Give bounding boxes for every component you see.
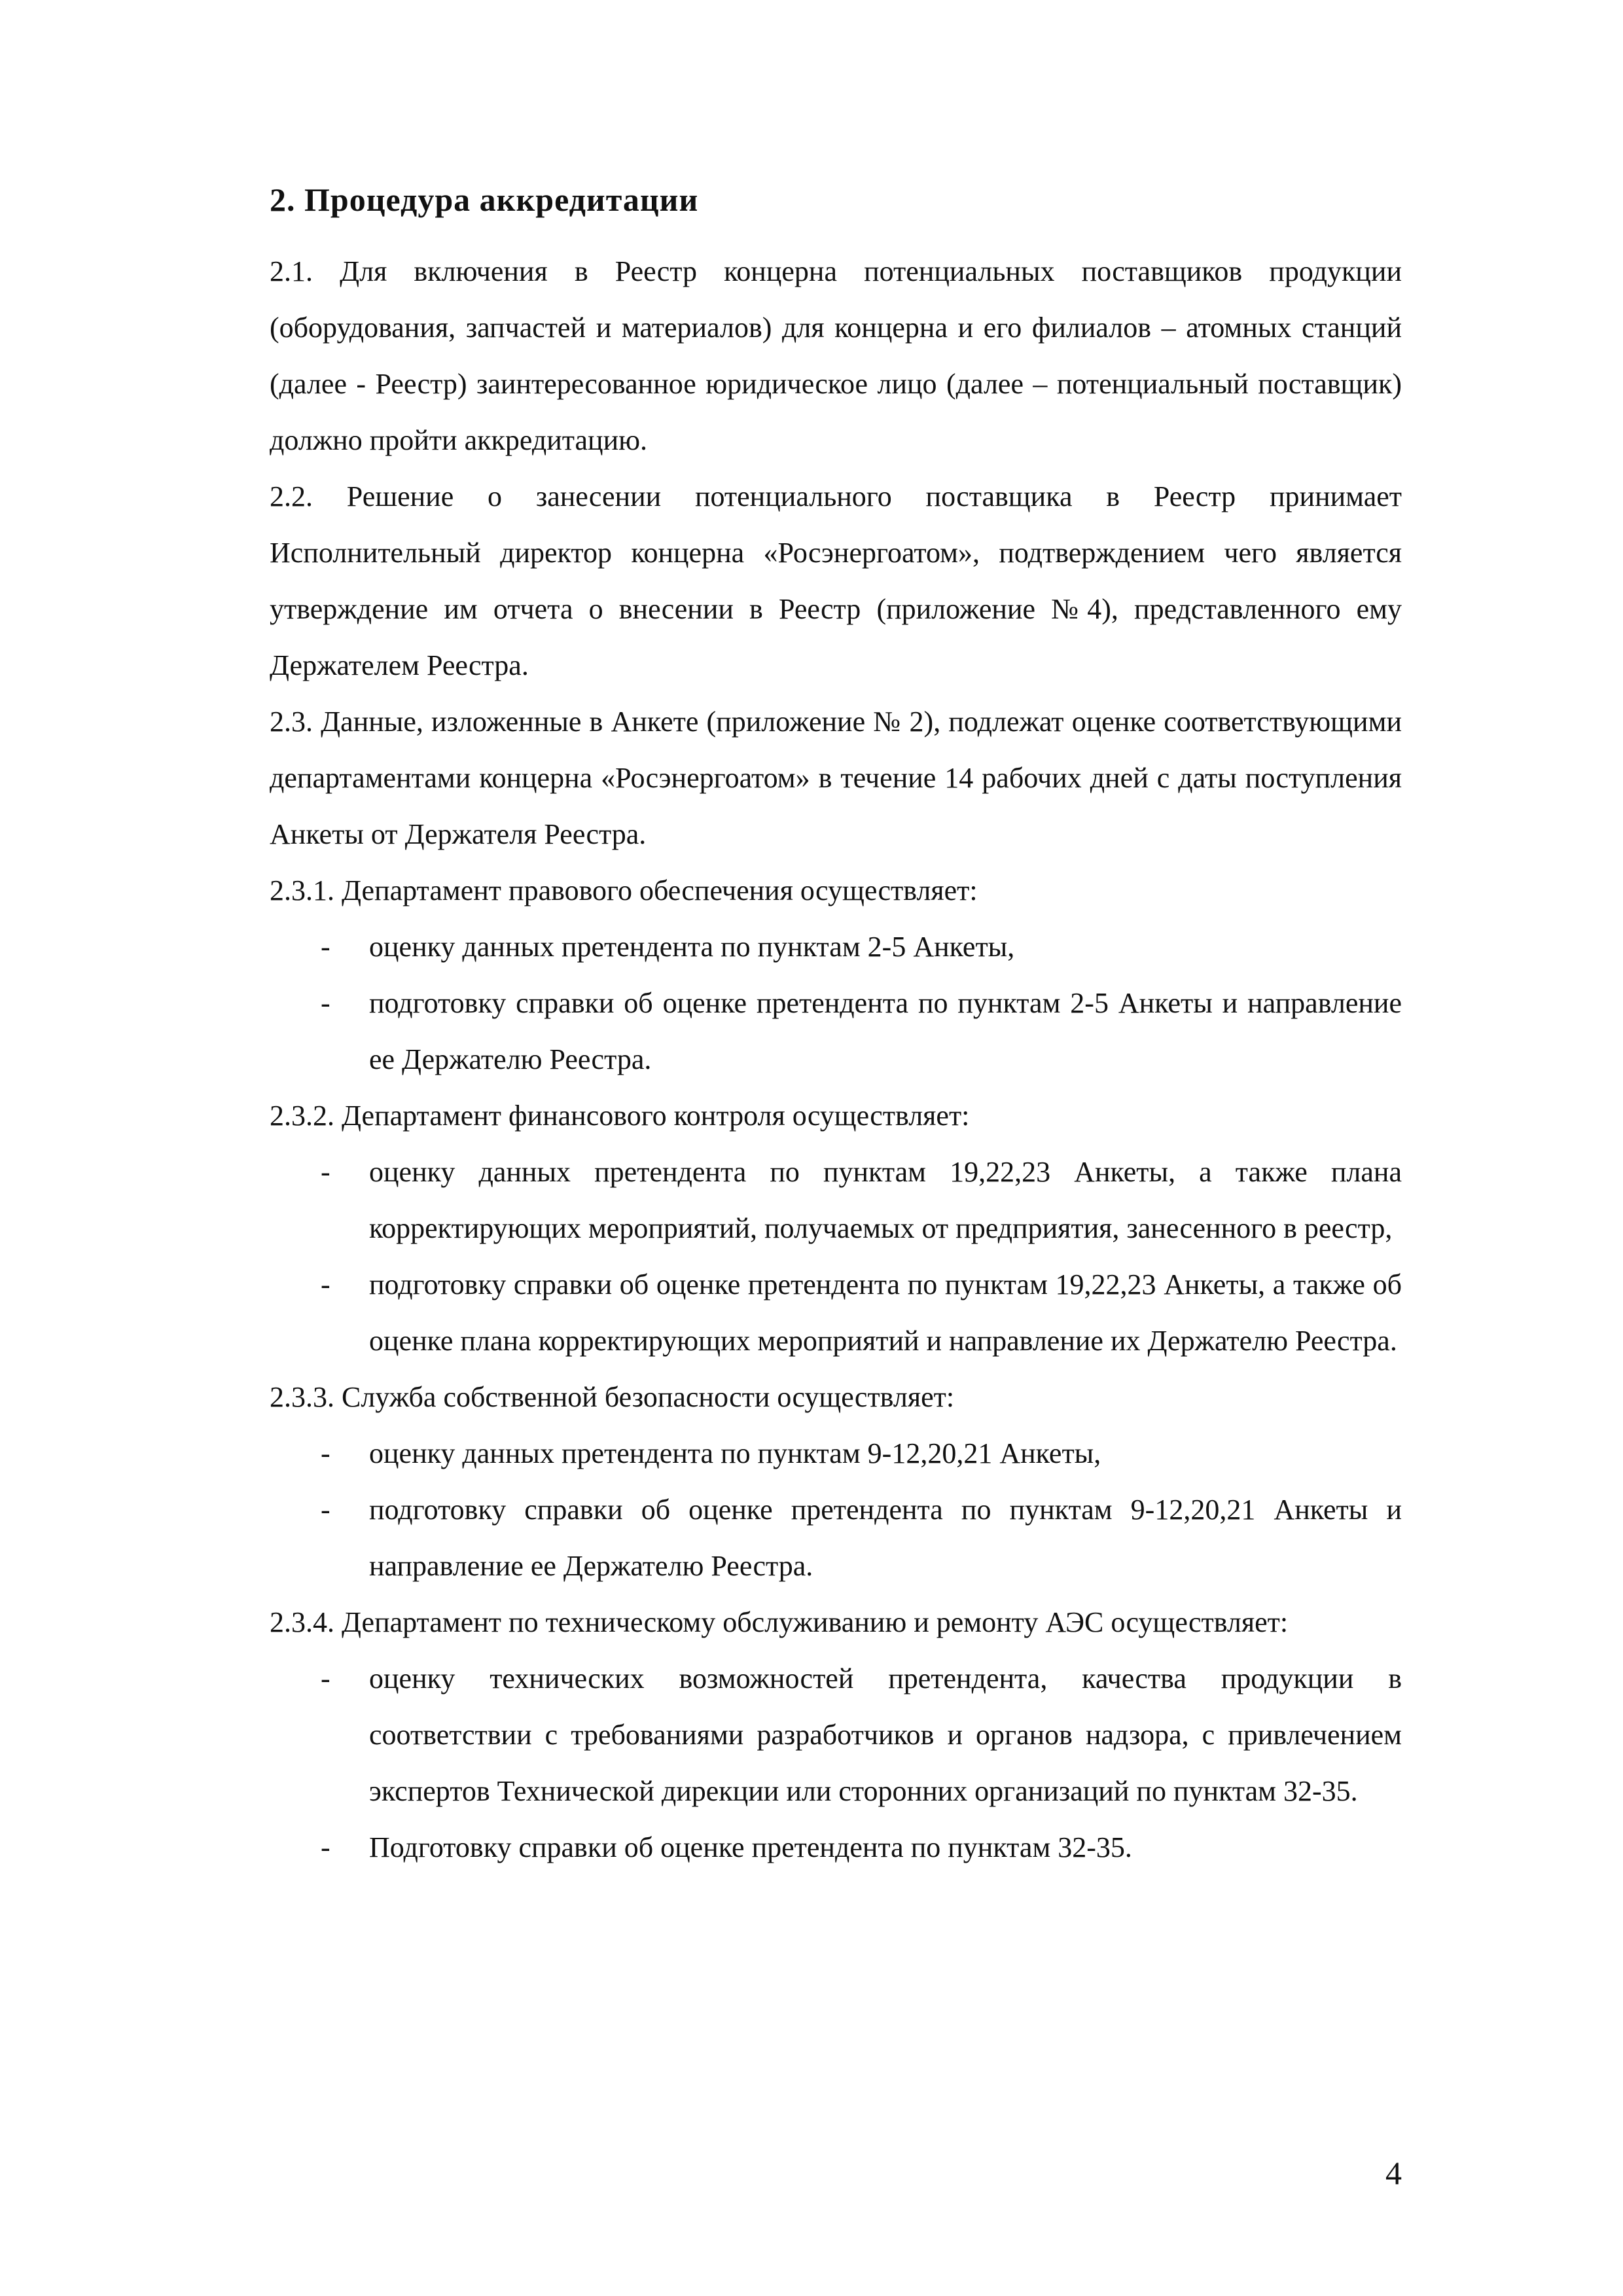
dash-marker: - — [321, 1268, 330, 1300]
list-item-text: оценку технических возможностей претендента, качества продукции в соответствии с требованиями разработчиков и органов надзора, с привлечением экспертов Технической дирекции или сторонних организаций по пунктам 32-35. — [369, 1662, 1402, 1807]
list-item — [270, 1482, 1402, 1594]
list-item-text: оценку данных претендента по пунктам 2-5 Анкеты, — [369, 931, 1015, 963]
list-item — [270, 1426, 1402, 1482]
paragraph-2-3-4: 2.3.4. Департамент по техническому обслуживанию и ремонту АЭС осуществляет: — [270, 1606, 1289, 1638]
paragraph-2-1: 2.1. Для включения в Реестр концерна потенциальных поставщиков продукции (оборудования, запчастей и материалов) для концерна и его филиалов – атомных станций (далее - Реестр) заинтересованное юридическое лицо (далее – потенциальный поставщик) должно пройти аккредитацию. — [270, 255, 1402, 456]
dash-marker: - — [321, 1494, 330, 1526]
list-item — [270, 1651, 1402, 1820]
paragraph-2-2: 2.2. Решение о занесении потенциального поставщика в Реестр принимает Исполнительный директор концерна «Росэнергоатом», подтверждением чего является утверждение им отчета о внесении в Реестр (приложение №4), представленного ему Держателем Реестра. — [270, 480, 1402, 681]
list-2-3-1 — [270, 919, 1402, 1088]
dash-marker: - — [321, 987, 330, 1019]
list-2-3-2 — [270, 1144, 1402, 1369]
list-item — [270, 1144, 1402, 1257]
list-item-text: оценку данных претендента по пунктам 19,22,23 Анкеты, а также плана корректирующих мероприятий, получаемых от предприятия, занесенного в реестр, — [369, 1156, 1402, 1244]
list-item — [270, 975, 1402, 1088]
dash-marker: - — [321, 1831, 330, 1863]
paragraph-2-3-3: 2.3.3. Служба собственной безопасности осуществляет: — [270, 1381, 955, 1413]
list-item — [270, 919, 1402, 975]
dash-marker: - — [321, 1156, 330, 1188]
dash-marker: - — [321, 1437, 330, 1469]
section-heading: 2. Процедура аккредитации — [270, 181, 699, 218]
list-item-text: подготовку справки об оценке претендента по пунктам 2-5 Анкеты и направление ее Держателю Реестра. — [369, 987, 1402, 1075]
list-item — [270, 1820, 1402, 1876]
dash-marker: - — [321, 931, 330, 963]
list-item — [270, 1257, 1402, 1369]
paragraph-2-3-1: 2.3.1. Департамент правового обеспечения осуществляет: — [270, 874, 978, 906]
list-2-3-4 — [270, 1651, 1402, 1876]
dash-marker: - — [321, 1662, 330, 1695]
list-item-text: подготовку справки об оценке претендента по пунктам 19,22,23 Анкеты, а также об оценке плана корректирующих мероприятий и направление их Держателю Реестра. — [369, 1268, 1402, 1357]
page-number: 4 — [1385, 2155, 1402, 2191]
paragraph-2-3: 2.3. Данные, изложенные в Анкете (приложение № 2), подлежат оценке соответствующими департаментами концерна «Росэнергоатом» в течение 14 рабочих дней с даты поступления Анкеты от Держателя Реестра. — [270, 706, 1402, 850]
list-item-text: оценку данных претендента по пунктам 9-12,20,21 Анкеты, — [369, 1437, 1101, 1469]
page-content — [270, 177, 1402, 1876]
list-item-text: Подготовку справки об оценке претендента по пунктам 32-35. — [369, 1831, 1132, 1863]
paragraph-2-3-2: 2.3.2. Департамент финансового контроля осуществляет: — [270, 1100, 970, 1132]
list-2-3-3 — [270, 1426, 1402, 1594]
list-item-text: подготовку справки об оценке претендента по пунктам 9-12,20,21 Анкеты и направление ее Держателю Реестра. — [369, 1494, 1402, 1582]
